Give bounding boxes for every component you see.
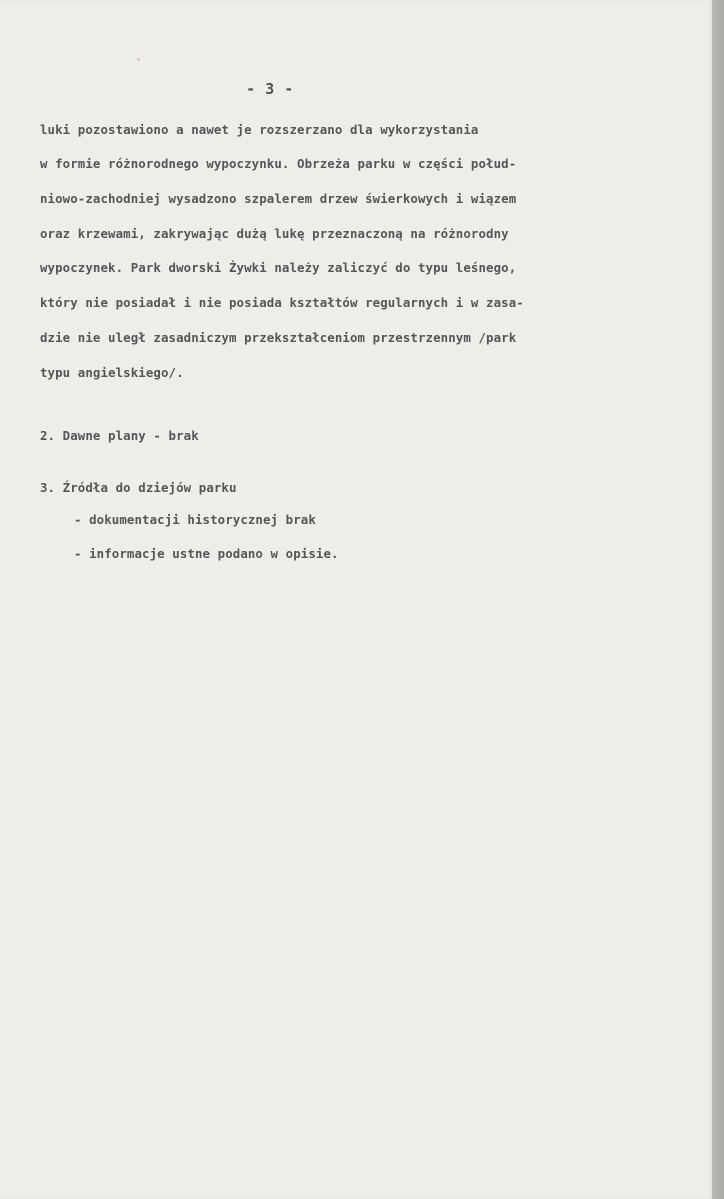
paragraph-line: wypoczynek. Park dworski Żywki należy zaliczyć do typu leśnego, — [40, 260, 517, 275]
paragraph-line: dzie nie uległ zasadniczym przekształceniom przestrzennym /park — [40, 330, 517, 345]
paragraph-line: oraz krzewami, zakrywając dużą lukę przeznaczoną na różnorodny — [40, 226, 509, 241]
paragraph-line: który nie posiadał i nie posiada kształtów regularnych i w zasa- — [40, 295, 524, 310]
list-item: - informacje ustne podano w opisie. — [74, 546, 339, 561]
paragraph-line: luki pozostawiono a nawet je rozszerzano dla wykorzystania — [40, 122, 479, 137]
page-edge — [712, 0, 724, 1199]
paragraph-line: w formie różnorodnego wypoczynku. Obrzeża parku w części połud- — [40, 156, 517, 171]
page-number: - 3 - — [246, 80, 294, 98]
section-sources-heading: 3. Źródła do dziejów parku — [40, 480, 237, 495]
section-old-plans: 2. Dawne plany - brak — [40, 428, 199, 443]
list-item: - dokumentacji historycznej brak — [74, 512, 316, 527]
paper-speck — [137, 58, 140, 61]
paragraph-line: niowo-zachodniej wysadzono szpalerem drzew świerkowych i wiązem — [40, 191, 517, 206]
paragraph-line: typu angielskiego/. — [40, 365, 184, 380]
